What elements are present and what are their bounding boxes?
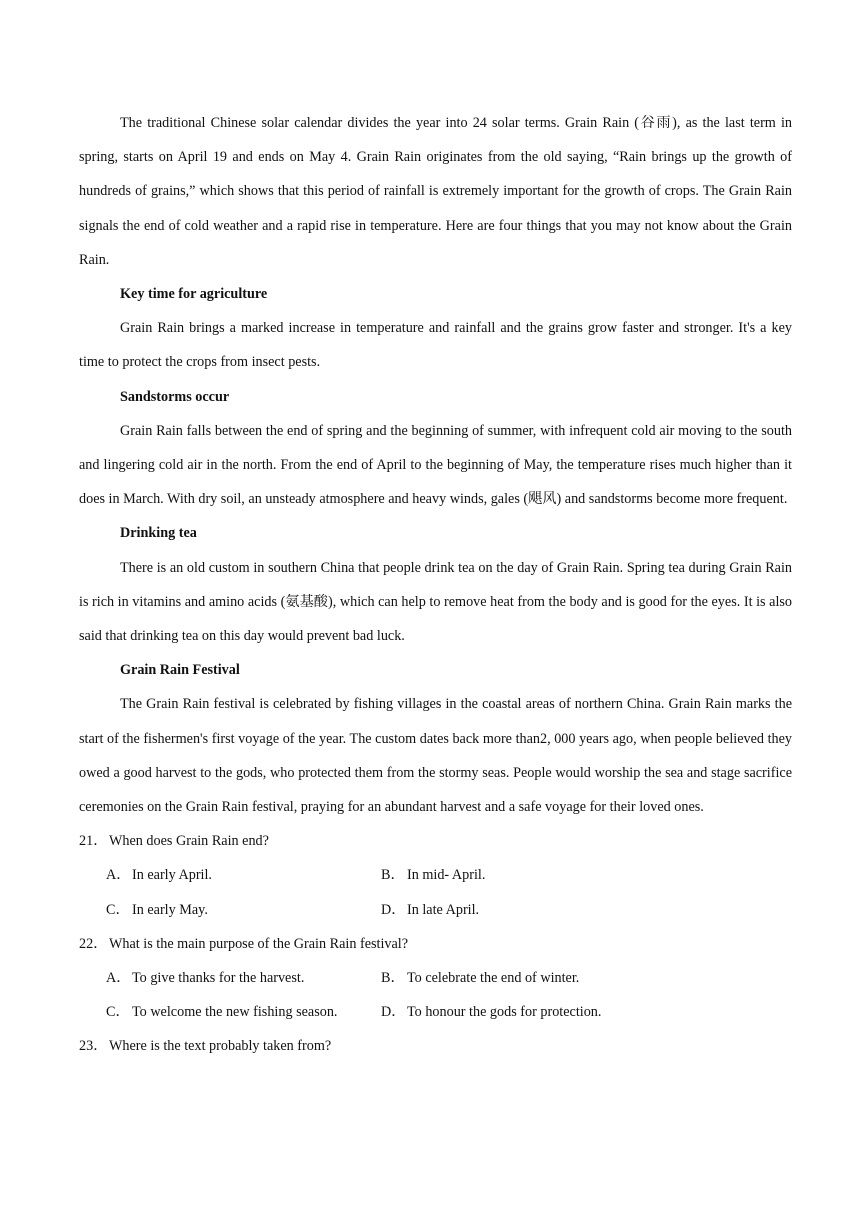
question-21: [79, 824, 792, 927]
option-letter: A．: [106, 970, 131, 987]
question-number: 22．: [79, 935, 108, 952]
option-b[interactable]: [381, 961, 681, 995]
option-a[interactable]: [106, 858, 381, 892]
question-stem: [79, 1029, 792, 1063]
answer-options: [79, 858, 792, 926]
option-text: To celebrate the end of winter.: [407, 970, 580, 987]
section-heading: Drinking tea: [120, 525, 197, 542]
option-letter: B．: [381, 970, 405, 987]
question-number: 21．: [79, 833, 108, 850]
question-text: What is the main purpose of the Grain Rain festival?: [109, 935, 409, 952]
option-a[interactable]: [106, 961, 381, 995]
section-heading: Grain Rain Festival: [120, 662, 240, 679]
option-letter: C．: [106, 1004, 130, 1021]
section-paragraph: The Grain Rain festival is celebrated by fishing villages in the coastal areas of northern China. Grain Rain marks the start of the fishermen's first voyage of the year. The custom dates back more than2, 000 years ago, when people believed they owed a good harvest to the gods, who protected them from the stormy seas. People would worship the sea and stage sacrifice ceremonies on the Grain Rain festival, praying for an abundant harvest and a safe voyage for their loved ones.: [79, 696, 792, 816]
intro-paragraph: The traditional Chinese solar calendar divides the year into 24 solar terms. Grain Rain (谷雨), as the last term in spring, starts on April 19 and ends on May 4. Grain Rain originates from the old saying, “Rain brings up the growth of hundreds of grains,” which shows that this period of rainfall is extremely important for the growth of crops. The Grain Rain signals the end of cold weather and a rapid rise in temperature. Here are four things that you may not know about the Grain Rain.: [79, 115, 792, 268]
question-stem: [79, 927, 792, 961]
passage-section: [79, 277, 792, 380]
section-paragraph: Grain Rain brings a marked increase in temperature and rainfall and the grains grow faster and stronger. It's a key time to protect the crops from insect pests.: [79, 320, 792, 371]
option-text: In early May.: [132, 901, 208, 918]
question-number: 23．: [79, 1038, 108, 1055]
option-text: To give thanks for the harvest.: [132, 970, 305, 987]
section-paragraph: Grain Rain falls between the end of spring and the beginning of summer, with infrequent cold air moving to the south and lingering cold air in the north. From the end of April to the beginning of May, the temperature rises much higher than it does in March. With dry soil, an unsteady atmosphere and heavy winds, gales (飓风) and sandstorms become more frequent.: [79, 422, 792, 508]
option-text: In late April.: [407, 901, 480, 918]
option-letter: B．: [381, 867, 405, 884]
section-paragraph: There is an old custom in southern China that people drink tea on the day of Grain Rain. Spring tea during Grain Rain is rich in vitamins and amino acids (氨基酸), which can help to remove heat from the body and is good for the eyes. It is also said that drinking tea on this day would prevent bad luck.: [79, 559, 792, 645]
option-text: In mid- April.: [407, 867, 486, 884]
question-23: [79, 1029, 792, 1063]
answer-options: [79, 961, 792, 1029]
option-text: In early April.: [132, 867, 212, 884]
question-stem: [79, 824, 792, 858]
option-text: To welcome the new fishing season.: [132, 1004, 338, 1021]
option-letter: A．: [106, 867, 131, 884]
option-d[interactable]: [381, 995, 681, 1029]
passage-section: [79, 380, 792, 517]
section-heading: Key time for agriculture: [120, 286, 268, 303]
option-letter: D．: [381, 901, 406, 918]
question-text: Where is the text probably taken from?: [109, 1038, 332, 1055]
question-22: [79, 927, 792, 1030]
option-text: To honour the gods for protection.: [407, 1004, 602, 1021]
option-c[interactable]: [106, 995, 381, 1029]
option-b[interactable]: [381, 858, 681, 892]
option-c[interactable]: [106, 893, 381, 927]
option-d[interactable]: [381, 893, 681, 927]
option-letter: C．: [106, 901, 130, 918]
passage-section: [79, 516, 792, 653]
section-heading: Sandstorms occur: [120, 388, 230, 405]
passage-section: [79, 653, 792, 824]
question-text: When does Grain Rain end?: [109, 833, 269, 850]
document-page: [79, 106, 792, 1064]
option-letter: D．: [381, 1004, 406, 1021]
